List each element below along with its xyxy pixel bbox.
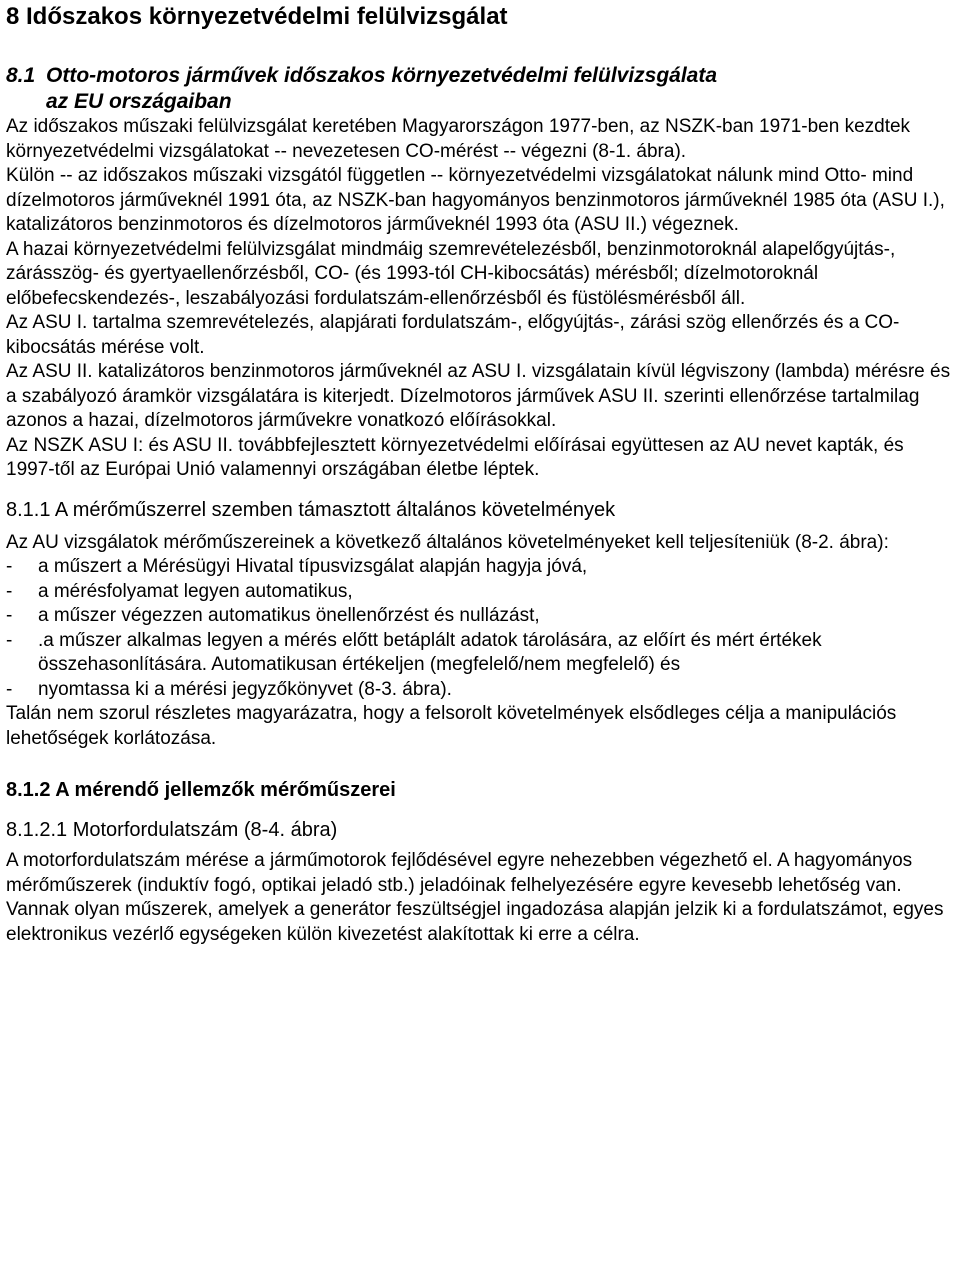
list-item — [6, 580, 956, 605]
list-item-text: a műszer végezzen automatikus önellenőrzést és nullázást, — [38, 605, 540, 626]
section-title-line-1: Otto-motoros járművek időszakos környezetvédelmi felülvizsgálata — [46, 64, 718, 87]
list-item-text: .a műszer alkalmas legyen a mérés előtt betáplált adatok tárolására, az előírt és mért értékek összehasonlítására. Automatikusan értékeljen (megfelelő/nem megfelelő) és — [38, 629, 822, 675]
requirements-list — [6, 555, 956, 702]
paragraph-au-eu: Az NSZK ASU I: és ASU II. továbbfejlesztett környezetvédelmi előírásai együttesen az AU nevet kapták, és 1997-től az Európai Unió valamennyi országában életbe léptek. — [6, 434, 904, 480]
paragraph-requirements-intro: Az AU vizsgálatok mérőműszereinek a következő általános követelményeket kell teljesíteniük (8-2. ábra): — [6, 531, 889, 553]
list-item — [6, 678, 956, 703]
list-item-text: a mérésfolyamat legyen automatikus, — [38, 580, 353, 602]
paragraph-requirements-closing: Talán nem szorul részletes magyarázatra, hogy a felsorolt követelmények elsődleges célja a manipulációs lehetőségek korlátozása. — [6, 703, 897, 749]
list-item — [6, 604, 956, 629]
list-item — [6, 629, 956, 678]
document-page — [6, 0, 956, 947]
paragraph-inspection-history: Az időszakos műszaki felülvizsgálat keretében Magyarországon 1977-ben, az NSZK-ban 1971-ben kezdtek környezetvédelmi vizsgálatokat -- nevezetesen CO-mérést -- végezni (8-1. ábra). — [6, 116, 911, 162]
list-dash: - — [6, 678, 13, 700]
list-dash: - — [6, 556, 13, 577]
list-dash: - — [6, 580, 13, 602]
chapter-heading: 8 Időszakos környezetvédelmi felülvizsgálat — [6, 3, 508, 30]
section-title — [46, 63, 717, 115]
list-item-text: nyomtassa ki a mérési jegyzőkönyvet (8-3. ábra). — [38, 678, 452, 700]
list-dash: - — [6, 629, 13, 651]
subsection-heading-8-1-1: 8.1.1 A mérőműszerrel szemben támasztott általános követelmények — [6, 498, 616, 521]
paragraph-asu-2: Az ASU II. katalizátoros benzinmotoros járműveknél az ASU I. vizsgálatain kívül légviszony (lambda) mérésre és a szabályozó áramkör vizsgálatára is kiterjedt. Dízelmotoros járművek ASU II. szerinti ellenőrzése tartalmilag azonos a hazai, dízelmotoros járművekre vonatkozó előírásokkal. — [6, 361, 951, 431]
list-item — [6, 555, 956, 580]
list-dash: - — [6, 605, 13, 626]
paragraph-engine-speed: A motorfordulatszám mérése a járműmotorok fejlődésével egyre nehezebben végezhető el. A hagyományos mérőműszerek (induktív fogó, optikai jeladó stb.) jeladóinak felhelyezésére egyre kevesebb lehetőség van. Vannak olyan műszerek, amelyek a generátor feszültségjel ingadozása alapján jelzik ki a fordulatszámot, egyes elektronikus vezérlő egységeken külön kivezetést alakítottak ki erre a célra. — [6, 850, 944, 945]
section-number: 8.1 — [6, 64, 36, 87]
paragraph-domestic-inspection: A hazai környezetvédelmi felülvizsgálat mindmáig szemrevételezésből, benzinmotoroknál alapelőgyújtás-, zárásszög- és gyertyaellenőrzésből, CO- (és 1993-tól CH-kibocsátás) mérésből; dízelmotoroknál előbefecskendezés-, leszabályozási fordulatszám-ellenőrzésből és füstölésmérésből áll. — [6, 238, 896, 309]
subsection-heading-8-1-2: 8.1.2 A mérendő jellemzők mérőműszerei — [6, 779, 396, 801]
subsubsection-heading-8-1-2-1: 8.1.2.1 Motorfordulatszám (8-4. ábra) — [6, 819, 338, 841]
paragraph-asu-1: Az ASU I. tartalma szemrevételezés, alapjárati fordulatszám-, előgyújtás-, zárási szög ellenőrzés és a CO-kibocsátás mérése volt. — [6, 312, 900, 358]
list-item-text: a műszert a Mérésügyi Hivatal típusvizsgálat alapján hagyja jóvá, — [38, 556, 588, 577]
section-heading-8-1 — [6, 63, 956, 115]
paragraph-separate-inspection: Külön -- az időszakos műszaki vizsgától független -- környezetvédelmi vizsgálatokat nálunk mind Otto- mind dízelmotoros járműveknél 1991 óta, az NSZK-ban hagyományos benzinmotoros járműveknél 1985 óta (ASU I.), katalizátoros benzinmotoros és dízelmotoros járműveknél 1993 óta (ASU II.) végeznek. — [6, 165, 945, 235]
section-title-line-2: az EU országaiban — [46, 90, 232, 113]
